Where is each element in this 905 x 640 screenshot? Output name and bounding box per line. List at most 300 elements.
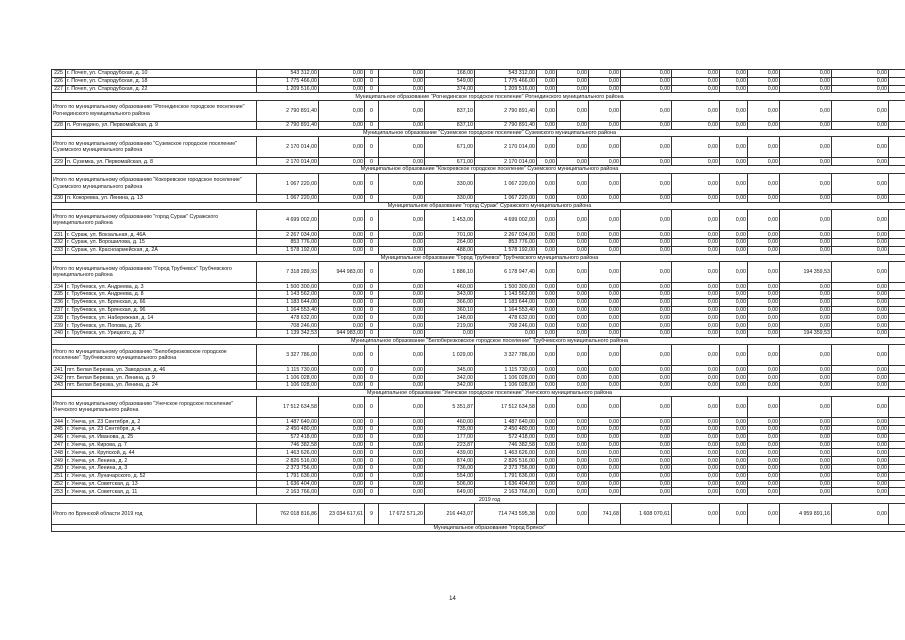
value-cell: 0 [365,194,379,202]
value-cell: 0,00 [672,210,720,231]
value-cell: 0,00 [621,246,672,254]
row-number: 226 [52,77,66,85]
value-cell: 0,00 [379,262,425,283]
value-cell: 0,00 [379,465,425,473]
row-number: 225 [52,70,66,78]
value-cell: 1 106 028,00 [475,374,537,382]
value-cell: 1 500 300,00 [475,283,537,291]
value-cell: 0,00 [589,426,621,434]
value-cell: 223,87 [425,441,475,449]
row-number: 246 [52,433,66,441]
empty-cell [889,418,905,426]
value-cell: 0,00 [557,397,589,418]
value-cell: 0 [365,210,379,231]
value-cell: 0,00 [319,449,365,457]
value-cell: 0,00 [832,441,889,449]
value-cell: 0,00 [672,298,720,306]
value-cell: 0,00 [537,488,557,496]
value-cell: 0,00 [621,472,672,480]
value-cell: 1 791 636,00 [475,472,537,480]
value-cell: 0,00 [748,433,780,441]
value-cell: 0,00 [537,262,557,283]
value-cell: 0 [365,480,379,488]
value-cell: 0,00 [319,238,365,246]
value-cell: 0,00 [672,366,720,374]
value-cell: 0,00 [780,306,832,314]
value-cell: 0,00 [720,397,748,418]
value-cell: 0,00 [780,121,832,129]
empty-cell [889,329,905,337]
total-label: Итого по муниципальному образованию "Суземское городское поселение" Суземского муниципального района [52,137,257,158]
value-cell: 0,00 [672,397,720,418]
value-cell: 0 [365,449,379,457]
empty-cell [889,426,905,434]
value-cell: 506,00 [425,480,475,488]
value-cell: 0,00 [589,441,621,449]
value-cell: 1 636 404,00 [257,480,319,488]
value-cell: 4 699 002,00 [257,210,319,231]
value-cell: 0,00 [748,77,780,85]
value-cell: 0 [365,290,379,298]
value-cell: 17 672 571,20 [379,503,425,524]
address-cell: г. Трубчевск, ул. Брянская, д. 66 [66,298,257,306]
value-cell: 0,00 [672,480,720,488]
empty-cell [889,480,905,488]
value-cell: 701,00 [425,231,475,239]
value-cell: 0,00 [720,210,748,231]
value-cell: 1 106 028,00 [257,381,319,389]
value-cell: 0,00 [557,488,589,496]
value-cell: 0,00 [748,121,780,129]
value-cell: 194 359,53 [780,262,832,283]
value-cell: 0,00 [537,121,557,129]
value-cell: 0,00 [832,194,889,202]
value-cell: 0,00 [557,298,589,306]
row-number: 239 [52,322,66,330]
value-cell: 0,00 [537,366,557,374]
value-cell: 0,00 [557,238,589,246]
address-cell: г. Унеча, ул. Кирова, д. 7 [66,441,257,449]
value-cell: 0,00 [589,262,621,283]
value-cell: 0,00 [319,366,365,374]
value-cell: 0,00 [589,100,621,121]
value-cell: 0,00 [557,457,589,465]
value-cell: 0,00 [621,210,672,231]
subtotal-row [52,137,905,158]
value-cell: 0,00 [319,85,365,93]
value-cell: 0,00 [832,246,889,254]
table-row [52,426,905,434]
value-cell: 0,00 [672,306,720,314]
value-cell: 0,00 [379,322,425,330]
value-cell: 0,00 [672,85,720,93]
value-cell: 0,00 [379,85,425,93]
value-cell: 0,00 [379,449,425,457]
value-cell: 0,00 [720,262,748,283]
value-cell: 649,00 [425,488,475,496]
value-cell: 0 [365,85,379,93]
value-cell: 0,00 [780,418,832,426]
row-number: 236 [52,298,66,306]
value-cell: 0,00 [379,194,425,202]
value-cell: 0,00 [589,472,621,480]
section-heading: Муниципальное образование "Город Трубчевск" Трубчевского муниципального района [52,254,905,262]
value-cell: 0,00 [748,426,780,434]
value-cell: 2 170 014,00 [257,158,319,166]
value-cell: 0,00 [832,70,889,78]
value-cell: 0,00 [589,418,621,426]
value-cell: 0,00 [672,121,720,129]
value-cell: 0,00 [557,210,589,231]
value-cell: 0,00 [319,70,365,78]
value-cell: 0,00 [720,345,748,366]
value-cell: 0,00 [379,137,425,158]
value-cell: 2 790 891,40 [475,121,537,129]
value-cell: 0,00 [672,488,720,496]
value-cell: 1 183 644,00 [475,298,537,306]
table-row [52,298,905,306]
value-cell: 0,00 [319,306,365,314]
value-cell: 0,00 [557,262,589,283]
value-cell: 0,00 [379,426,425,434]
value-cell: 0 [365,121,379,129]
address-cell: г. Унеча, ул. Советская, д. 11 [66,488,257,496]
value-cell: 17 512 634,58 [475,397,537,418]
value-cell: 0,00 [379,366,425,374]
value-cell: 0,00 [720,441,748,449]
value-cell: 543 312,00 [475,70,537,78]
value-cell: 0,00 [557,231,589,239]
value-cell: 0,00 [621,314,672,322]
value-cell: 0,00 [672,173,720,194]
row-number: 244 [52,418,66,426]
value-cell: 0,00 [557,322,589,330]
section-heading-row [52,389,905,397]
value-cell: 1 143 562,00 [475,290,537,298]
value-cell: 1 106 028,00 [475,381,537,389]
value-cell: 1 067 220,00 [475,194,537,202]
value-cell: 0,00 [319,137,365,158]
value-cell: 2 267 034,00 [475,231,537,239]
value-cell: 0,00 [621,449,672,457]
total-label: Итого по муниципальному образованию "Город Трубчевск" Трубчевского муниципального района [52,262,257,283]
value-cell: 0,00 [557,433,589,441]
value-cell: 0,00 [557,418,589,426]
value-cell: 0,00 [379,238,425,246]
value-cell: 0,00 [319,426,365,434]
empty-cell [889,465,905,473]
value-cell: 0,00 [589,298,621,306]
value-cell: 0,00 [537,397,557,418]
value-cell: 0,00 [379,298,425,306]
value-cell: 0,00 [621,137,672,158]
value-cell: 2 450 480,00 [475,426,537,434]
value-cell: 0,00 [589,480,621,488]
value-cell: 0,00 [537,374,557,382]
value-cell: 0,00 [832,457,889,465]
value-cell: 0,00 [557,374,589,382]
value-cell: 0,00 [537,100,557,121]
value-cell: 0,00 [832,503,889,524]
value-cell: 1 067 220,00 [257,173,319,194]
value-cell: 0,00 [379,121,425,129]
value-cell: 0,00 [780,231,832,239]
value-cell: 0,00 [537,449,557,457]
value-cell: 4 959 891,16 [780,503,832,524]
value-cell: 0,00 [379,77,425,85]
value-cell: 0,00 [557,85,589,93]
value-cell: 0,00 [748,100,780,121]
value-cell: 0 [365,329,379,337]
value-cell: 0,00 [672,137,720,158]
value-cell: 0,00 [621,480,672,488]
table-row [52,85,905,93]
value-cell: 0,00 [672,329,720,337]
value-cell: 0,00 [720,503,748,524]
value-cell: 0,00 [672,374,720,382]
table-row [52,290,905,298]
value-cell: 0 [365,298,379,306]
value-cell: 0,00 [319,173,365,194]
address-cell: г. Почеп, ул. Стародубская, д. 22 [66,85,257,93]
value-cell: 0,00 [780,173,832,194]
register-sheet [51,69,887,532]
value-cell: 0,00 [672,100,720,121]
value-cell: 0,00 [672,262,720,283]
value-cell: 0,00 [621,329,672,337]
value-cell: 0,00 [748,449,780,457]
value-cell: 0,00 [379,100,425,121]
value-cell: 0,00 [557,345,589,366]
value-cell: 0,00 [748,298,780,306]
value-cell: 1 791 636,00 [257,472,319,480]
value-cell: 0 [365,283,379,291]
value-cell: 0 [365,137,379,158]
value-cell: 0,00 [379,345,425,366]
value-cell: 3 327 786,00 [475,345,537,366]
value-cell: 0,00 [319,480,365,488]
value-cell: 0,00 [537,465,557,473]
value-cell: 0,00 [832,329,889,337]
value-cell: 0 [365,345,379,366]
value-cell: 853 776,00 [257,238,319,246]
value-cell: 0,00 [537,210,557,231]
empty-cell [889,488,905,496]
value-cell: 0,00 [621,298,672,306]
row-number: 234 [52,283,66,291]
value-cell: 671,00 [425,137,475,158]
subtotal-row [52,210,905,231]
value-cell: 0,00 [589,85,621,93]
value-cell: 0,00 [557,121,589,129]
value-cell: 0,00 [589,374,621,382]
empty-cell [889,210,905,231]
section-heading: Муниципальное образование "Суземское городское поселение" Суземского муниципального района [52,129,905,137]
value-cell: 23 034 617,61 [319,503,365,524]
empty-cell [889,77,905,85]
value-cell: 0,00 [832,137,889,158]
value-cell: 572 418,00 [475,433,537,441]
value-cell: 439,00 [425,449,475,457]
value-cell: 0,00 [832,306,889,314]
value-cell: 0,00 [832,397,889,418]
value-cell: 0,00 [720,381,748,389]
value-cell: 0,00 [589,366,621,374]
row-number: 241 [52,366,66,374]
value-cell: 0,00 [319,322,365,330]
value-cell: 0,00 [589,77,621,85]
value-cell: 0,00 [780,397,832,418]
value-cell: 741,68 [589,503,621,524]
value-cell: 148,00 [425,314,475,322]
value-cell: 0,00 [672,381,720,389]
address-cell: г. Почеп, ул. Стародубская, д. 18 [66,77,257,85]
value-cell: 1 164 553,40 [257,306,319,314]
value-cell: 0,00 [319,77,365,85]
value-cell: 1 067 220,00 [257,194,319,202]
value-cell: 746 382,58 [257,441,319,449]
value-cell: 0,00 [557,503,589,524]
value-cell: 0,00 [780,85,832,93]
row-number: 243 [52,381,66,389]
value-cell: 0,00 [557,137,589,158]
value-cell: 0,00 [537,85,557,93]
value-cell: 0,00 [720,314,748,322]
value-cell: 0,00 [832,158,889,166]
empty-cell [889,441,905,449]
value-cell: 5 351,87 [425,397,475,418]
value-cell: 0 [365,457,379,465]
empty-cell [889,457,905,465]
value-cell: 0,00 [319,283,365,291]
value-cell: 0,00 [720,121,748,129]
value-cell: 0,00 [537,503,557,524]
value-cell: 194 359,53 [780,329,832,337]
value-cell: 0,00 [832,449,889,457]
value-cell: 0 [365,374,379,382]
value-cell: 0,00 [557,283,589,291]
value-cell: 0,00 [832,433,889,441]
value-cell: 0,00 [537,290,557,298]
value-cell: 0,00 [832,283,889,291]
value-cell: 330,00 [425,194,475,202]
value-cell: 2 826 516,00 [475,457,537,465]
value-cell: 0 [365,70,379,78]
value-cell: 0,00 [537,441,557,449]
value-cell: 0,00 [780,158,832,166]
value-cell: 0,00 [537,77,557,85]
value-cell: 0,00 [672,472,720,480]
row-number: 237 [52,306,66,314]
value-cell: 837,10 [425,121,475,129]
table-row [52,374,905,382]
value-cell: 0,00 [537,426,557,434]
value-cell: 0,00 [720,480,748,488]
value-cell: 1 453,00 [425,210,475,231]
value-cell: 0,00 [621,158,672,166]
row-number: 233 [52,246,66,254]
value-cell: 0,00 [672,194,720,202]
value-cell: 0,00 [780,441,832,449]
address-cell: п. Кокоревка, ул. Ленина, д. 13 [66,194,257,202]
empty-cell [889,283,905,291]
value-cell: 478 632,00 [257,314,319,322]
value-cell: 0,00 [537,231,557,239]
address-cell: г. Сураж, ул. Красноармейская, д. 2А [66,246,257,254]
value-cell: 0,00 [720,366,748,374]
value-cell: 0,00 [720,238,748,246]
value-cell: 549,00 [425,77,475,85]
value-cell: 0,00 [672,418,720,426]
value-cell: 0,00 [832,374,889,382]
value-cell: 2 267 034,00 [257,231,319,239]
value-cell: 0,00 [537,345,557,366]
value-cell: 2 163 766,00 [257,488,319,496]
value-cell: 0,00 [720,173,748,194]
value-cell: 0,00 [589,290,621,298]
value-cell: 0,00 [475,329,537,337]
value-cell: 0,00 [379,480,425,488]
value-cell: 0,00 [720,322,748,330]
address-cell: г. Унеча, ул. Советская, д. 13 [66,480,257,488]
value-cell: 0,00 [780,314,832,322]
value-cell: 0,00 [537,298,557,306]
value-cell: 0,00 [621,381,672,389]
value-cell: 0,00 [780,488,832,496]
value-cell: 1 029,00 [425,345,475,366]
subtotal-row [52,173,905,194]
empty-cell [889,374,905,382]
table-row [52,121,905,129]
value-cell: 0,00 [832,298,889,306]
empty-cell [889,194,905,202]
value-cell: 708 246,00 [475,322,537,330]
value-cell: 0,00 [589,238,621,246]
value-cell: 0,00 [537,137,557,158]
value-cell: 0,00 [557,158,589,166]
total-label: Итого по Брянской области 2019 год [52,503,257,524]
value-cell: 0,00 [748,488,780,496]
value-cell: 1 115 730,00 [475,366,537,374]
value-cell: 0,00 [379,283,425,291]
value-cell: 0,00 [672,441,720,449]
value-cell: 0,00 [589,457,621,465]
value-cell: 0,00 [672,345,720,366]
value-cell: 837,10 [425,100,475,121]
value-cell: 0,00 [557,70,589,78]
empty-cell [889,246,905,254]
value-cell: 0,00 [832,345,889,366]
value-cell: 0,00 [379,246,425,254]
value-cell: 0,00 [720,137,748,158]
value-cell: 0,00 [720,329,748,337]
value-cell: 0,00 [319,441,365,449]
value-cell: 0,00 [780,298,832,306]
section-heading: Муниципальное образование "Белоберезковское городское поселение" Трубчевского муниципального района [52,337,905,345]
value-cell: 0,00 [537,70,557,78]
value-cell: 0,00 [379,418,425,426]
row-number: 247 [52,441,66,449]
value-cell: 374,00 [425,85,475,93]
value-cell: 0,00 [589,433,621,441]
row-number: 245 [52,426,66,434]
value-cell: 735,00 [425,426,475,434]
empty-cell [889,322,905,330]
value-cell: 0,00 [589,283,621,291]
value-cell: 0,00 [780,426,832,434]
address-cell: г. Сураж, ул. Ворошилова, д. 15 [66,238,257,246]
value-cell: 0 [365,100,379,121]
